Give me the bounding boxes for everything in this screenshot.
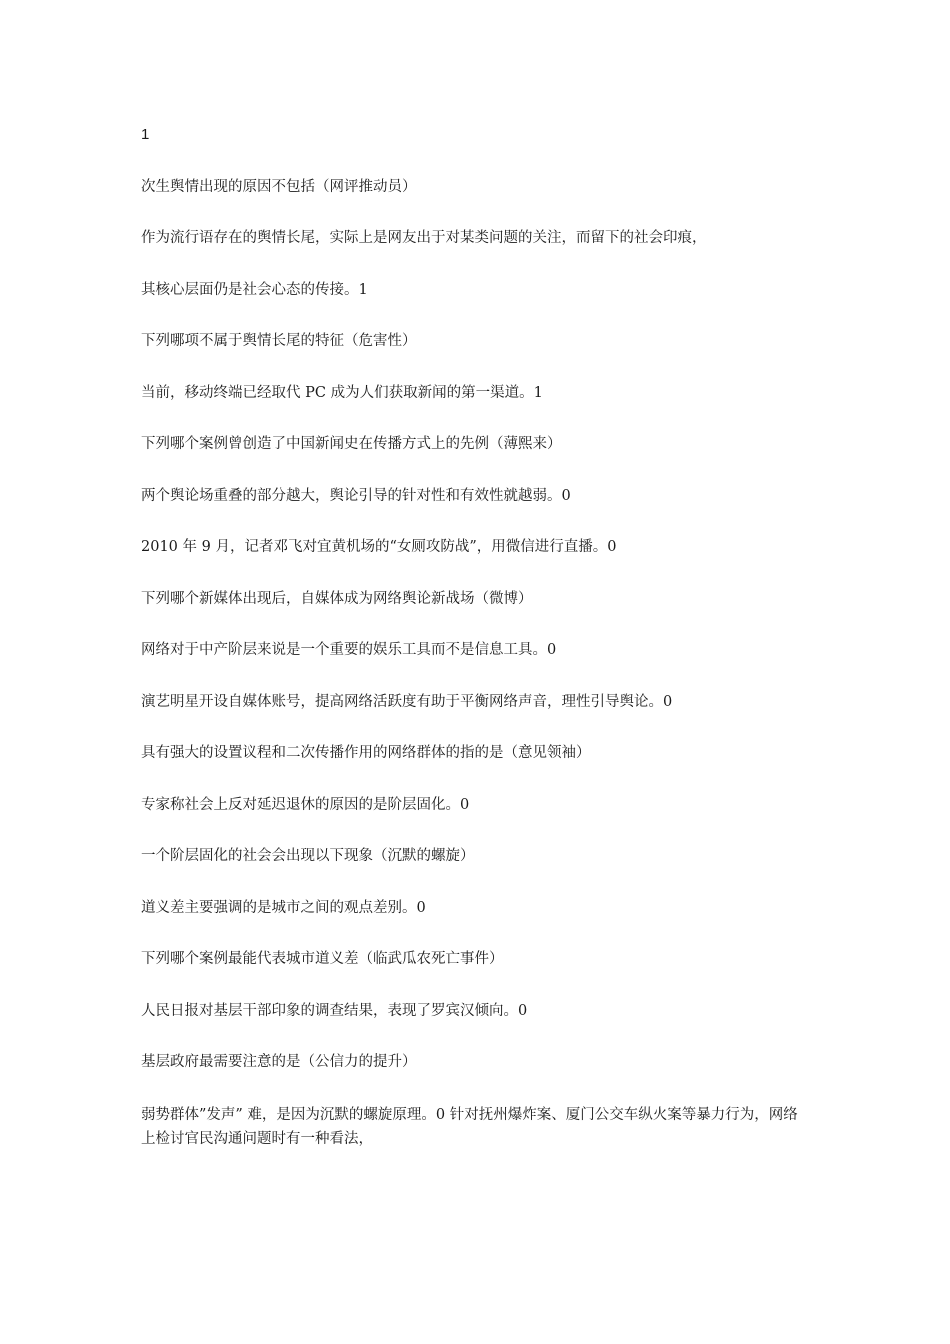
paragraph-8: 2010 年 9 月，记者邓飞对宜黄机场的“女厕攻防战”，用微信进行直播。0 [141,539,617,555]
paragraph-6: 下列哪个案例曾创造了中国新闻史在传播方式上的先例（薄熙来） [141,436,562,452]
paragraph-3: 其核心层面仍是社会心态的传接。1 [141,281,368,298]
document-body [141,124,811,1180]
paragraph-4: 下列哪项不属于舆情长尾的特征（危害性） [141,333,417,349]
page-number: 1 [141,126,150,143]
paragraph-10: 网络对于中产阶层来说是一个重要的娱乐工具而不是信息工具。0 [141,642,557,658]
paragraph-5: 当前，移动终端已经取代 PC 成为人们获取新闻的第一渠道。1 [141,384,543,401]
paragraph-9: 下列哪个新媒体出现后，自媒体成为网络舆论新战场（微博） [141,590,533,607]
paragraph-7: 两个舆论场重叠的部分越大，舆论引导的针对性和有效性就越弱。0 [141,487,571,504]
paragraph-1: 次生舆情出现的原因不包括（网评推动员） [141,178,417,195]
paragraph-11: 演艺明星开设自媒体账号，提高网络活跃度有助于平衡网络声音，理性引导舆论。0 [141,693,673,710]
paragraph-16: 下列哪个案例最能代表城市道义差（临武瓜农死亡事件） [141,951,504,967]
paragraph-14: 一个阶层固化的社会会出现以下现象（沉默的螺旋） [141,848,475,864]
paragraph-13: 专家称社会上反对延迟退休的原因的是阶层固化。0 [141,796,470,813]
paragraph-15: 道义差主要强调的是城市之间的观点差别。0 [141,899,426,916]
paragraph-19: 弱势群体”发声” 难，是因为沉默的螺旋原理。0 针对抚州爆炸案、厦门公交车纵火案等暴力行为，网络上检讨官民沟通问题时有一种看法， [141,1106,798,1147]
paragraph-12: 具有强大的设置议程和二次传播作用的网络群体的指的是（意见领袖） [141,745,591,761]
paragraph-17: 人民日报对基层干部印象的调查结果，表现了罗宾汉倾向。0 [141,1002,528,1019]
paragraph-2: 作为流行语存在的舆情长尾，实际上是网友出于对某类问题的关注，而留下的社会印痕， [141,230,707,246]
paragraph-18: 基层政府最需要注意的是（公信力的提升） [141,1054,417,1070]
